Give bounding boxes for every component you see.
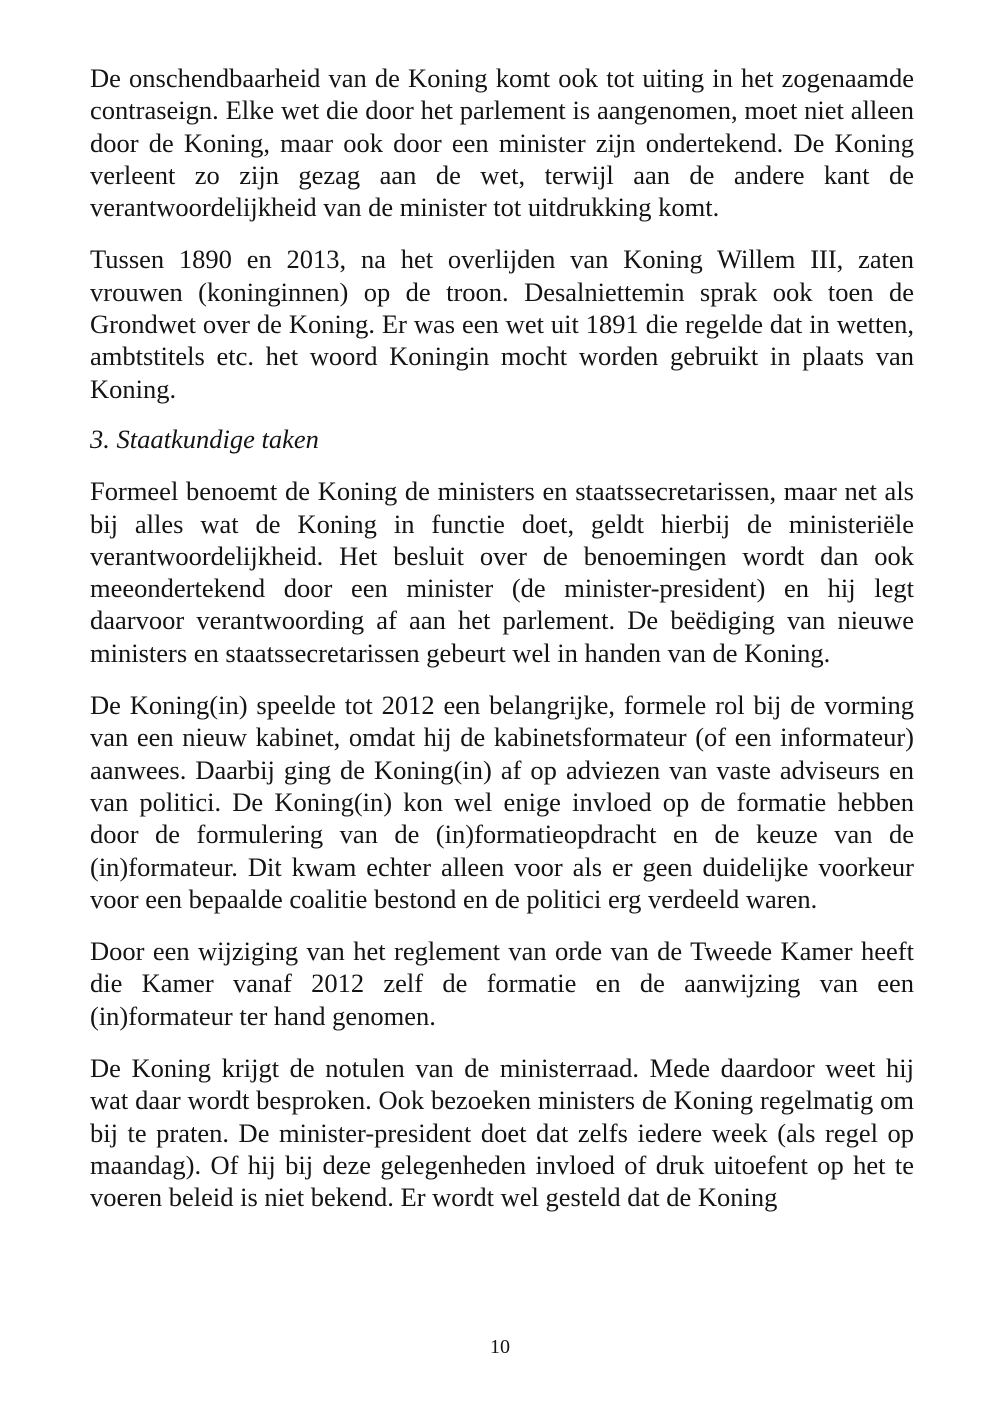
paragraph-contraseign: De onschendbaarheid van de Koning komt ook tot uiting in het zogenaamde contraseign. Elke wet die door het parlement is aangenomen, moet niet alleen door de Koning, maar ook door een minister zijn ondertekend. De Koning verleent zo zijn gezag aan de wet, terwijl aan de andere kant de verantwoordelijkheid van de minister tot uitdrukking komt. xyxy=(90,63,914,223)
paragraph-kabinetsformatie: De Koning(in) speelde tot 2012 een belangrijke, formele rol bij de vorming van een nieuw kabinet, omdat hij de kabinetsformateur (of een informateur) aanwees. Daarbij ging de Koning(in) af op adviezen van vaste adviseurs en van politici. De Koning(in) kon wel enige invloed op de formatie hebben door de formulering van de (in)formatieopdracht en de keuze van de (in)formateur. Dit kwam echter alleen voor als er geen duidelijke voorkeur voor een bepaalde coalitie bestond en de politici erg verdeeld waren. xyxy=(90,690,914,914)
paragraph-koninginnen: Tussen 1890 en 2013, na het overlijden van Koning Willem III, zaten vrouwen (koninginnen) op de troon. Desalniettemin sprak ook toen de Grondwet over de Koning. Er was een wet uit 1891 die regelde dat in wetten, ambtstitels etc. het woord Koningin mocht worden gebruikt in plaats van Koning. xyxy=(90,244,914,404)
paragraph-reglement: Door een wijziging van het reglement van orde van de Tweede Kamer heeft die Kamer vanaf 2012 zelf de formatie en de aanwijzing van een (in)formateur ter hand genomen. xyxy=(90,936,914,1031)
paragraph-benoeming: Formeel benoemt de Koning de ministers en staatssecretarissen, maar net als bij alles wat de Koning in functie doet, geldt hierbij de ministeriële verantwoordelijkheid. Het besluit over de benoemingen wordt dan ook meeondertekend door een minister (de minister-president) en hij legt daarvoor verantwoording af aan het parlement. De beëdiging van nieuwe ministers en staatssecretarissen gebeurt wel in handen van de Koning. xyxy=(90,476,914,668)
page-number: 10 xyxy=(490,1336,510,1358)
paragraph-ministerraad: De Koning krijgt de notulen van de ministerraad. Mede daardoor weet hij wat daar wordt besproken. Ook bezoeken ministers de Koning regelmatig om bij te praten. De minister-president doet dat zelfs iedere week (als regel op maandag). Of hij bij deze gelegenheden invloed of druk uitoefent op het te voeren beleid is niet bekend. Er wordt wel gesteld dat de Koning xyxy=(90,1053,914,1213)
page-body xyxy=(90,62,914,1214)
section-heading: 3. Staatkundige taken xyxy=(90,423,319,454)
